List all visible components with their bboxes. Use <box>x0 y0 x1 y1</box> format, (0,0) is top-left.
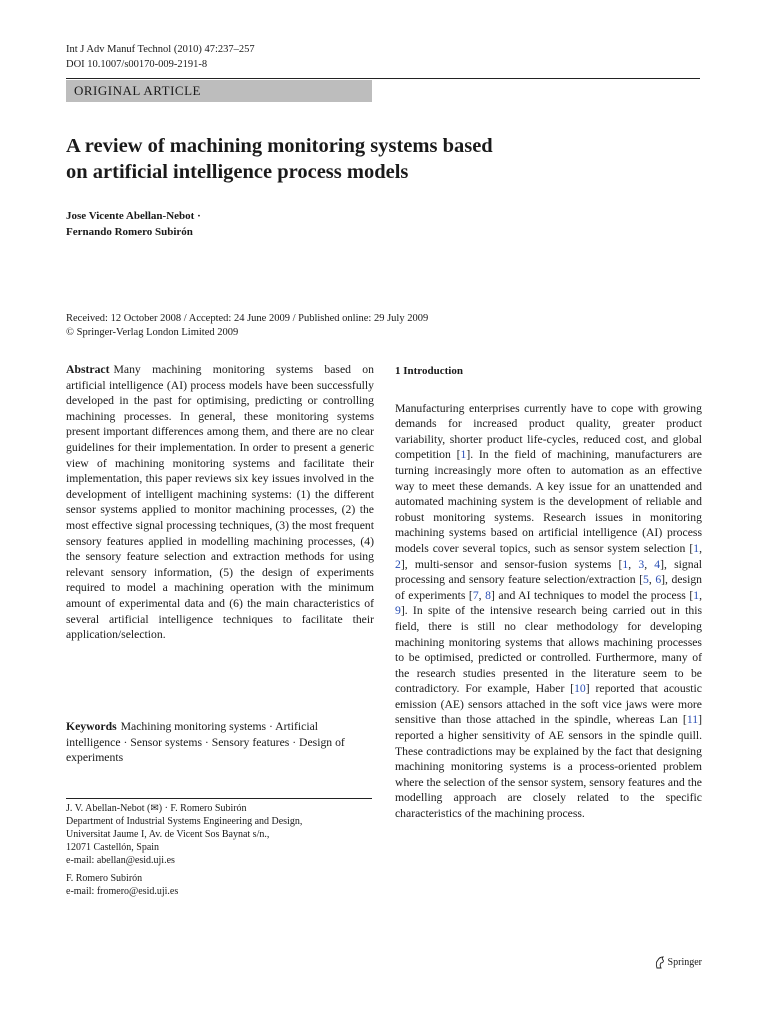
author2-name: F. Romero Subirón <box>66 873 143 884</box>
intro-text-run: ] reported a higher sensitivity of AE sensors in the spindle quill. These contradictions may be explained by the fact that designing machining monitoring systems is a process-oriented problem where the selection of the sensor system, sensory features and the modelling approach are closely related to the specific characteristics of the machining process. <box>395 713 702 821</box>
citation-link[interactable]: 9 <box>395 604 401 618</box>
footnote-coauthor-name: ) · F. Romero Subirón <box>158 803 247 814</box>
intro-text-run: ] reported that acoustic emission (AE) sensors attached in the soft vice jaws were more sensitive than those attached in the spindle, whereas Lan [ <box>395 682 702 727</box>
publisher-name: Springer <box>667 957 702 968</box>
paper-title <box>66 133 666 185</box>
second-author-footnote <box>66 872 178 898</box>
citation-link[interactable]: 6 <box>655 573 662 587</box>
affiliation-city: 12071 Castellón, Spain <box>66 842 160 853</box>
citation-link[interactable]: 1 <box>460 448 467 462</box>
citation-link[interactable]: 4 <box>654 557 661 571</box>
abstract <box>66 362 374 643</box>
author-1: Jose Vicente Abellan-Nebot · <box>66 210 201 222</box>
keywords-text: Machining monitoring systems · Artificial intelligence · Sensor systems · Sensory features · Design of experiments <box>66 720 345 765</box>
intro-text-run: , <box>699 588 703 602</box>
intro-text-run: ]. In spite of the intensive research being carried out in this field, there is still no clear methodology for developing machining monitoring systems that allows machining processes to be optimised, predicted or controlled. Furthermore, many of the research studies presented in the literature seem to be contradictory. For example, Haber [ <box>395 604 702 696</box>
abstract-label: Abstract <box>66 363 110 376</box>
title-line-2: on artificial intelligence process models <box>66 161 409 183</box>
citation-link[interactable]: 7 <box>472 588 479 602</box>
footnote-author-name: J. V. Abellan-Nebot ( <box>66 803 151 814</box>
journal-header <box>66 42 255 72</box>
intro-text-run: , <box>478 588 486 602</box>
citation-link[interactable]: 1 <box>622 557 629 571</box>
citation-link[interactable]: 2 <box>395 557 401 571</box>
intro-text-run: , <box>648 573 656 587</box>
affiliation-address: Universitat Jaume I, Av. de Vicent Sos Baynat s/n., <box>66 829 270 840</box>
corresponding-author-footnote <box>66 802 302 867</box>
header-rule <box>66 78 700 79</box>
citation-link[interactable]: 1 <box>693 588 700 602</box>
author-2: Fernando Romero Subirón <box>66 226 193 238</box>
received-accepted-dates: Received: 12 October 2008 / Accepted: 24 June 2009 / Published online: 29 July 2009 <box>66 313 429 324</box>
springer-horse-icon <box>654 956 665 969</box>
section-heading: 1 Introduction <box>395 365 463 377</box>
author2-email[interactable]: e-mail: fromero@esid.uji.es <box>66 886 179 897</box>
doi: DOI 10.1007/s00170-009-2191-8 <box>66 59 208 70</box>
keywords <box>66 719 374 766</box>
copyright: © Springer-Verlag London Limited 2009 <box>66 326 239 338</box>
article-type-banner: ORIGINAL ARTICLE <box>66 80 372 102</box>
intro-text-run: ], design of experiments [ <box>395 573 703 602</box>
introduction-section <box>395 362 702 822</box>
intro-text-run: ], signal processing and sensory feature selection/extraction [ <box>395 557 703 587</box>
author1-email[interactable]: e-mail: abellan@esid.uji.es <box>66 855 175 866</box>
citation-link[interactable]: 3 <box>638 557 645 571</box>
keywords-label: Keywords <box>66 720 117 733</box>
intro-text-run: ], multi-sensor and sensor-fusion systems [ <box>400 557 623 571</box>
introduction-text <box>395 401 702 822</box>
intro-text-run: Manufacturing enterprises currently have to cope with growing demands for increased product quality, greater product variability, shorter product life-cycles, reduced cost, and global competition [ <box>395 401 702 462</box>
publisher-logo <box>654 956 702 969</box>
citation-link[interactable]: 1 <box>693 541 700 555</box>
citation-link[interactable]: 5 <box>643 573 649 587</box>
publication-history <box>66 312 428 339</box>
affiliation-department: Department of Industrial Systems Engineering and Design, <box>66 816 303 827</box>
journal-citation: Int J Adv Manuf Technol (2010) 47:237–257 <box>66 44 255 55</box>
envelope-icon: ✉ <box>150 803 159 814</box>
citation-link[interactable]: 8 <box>485 588 491 602</box>
footnote-rule <box>66 798 372 799</box>
author-list <box>66 208 201 240</box>
intro-text-run: ]. In the field of machining, manufacturers are turning increasingly more often to automation as an effective way to meet these demands. A key issue for an unattended and automated machining system is the development of reliable and robust monitoring systems. Research issues in monitoring machining systems based on artificial intelligence (AI) process models cover several topics, such as sensor system selection [ <box>395 448 702 555</box>
citation-link[interactable]: 10 <box>574 682 586 696</box>
abstract-text: Many machining monitoring systems based on artificial intelligence (AI) process models have been successfully developed in the past for optimising, predicting or controlling machining processes. In general, these monitoring systems present important differences among them, and there are no clear guidelines for their implementation. In order to present a generic view of machining monitoring systems and facilitate their implementation, this paper reviews six key issues involved in the development of intelligent machining systems: (1) the different sensor systems applied to monitor machining processes, (2) the most effective signal processing techniques, (3) the most frequent sensory features applied in modelling machining processes, (4) the sensory feature selection and extraction methods for using relevant sensory information, (5) the design of experiments required to model a machining operation with the minimum amount of experimental data and (6) the main characteristics of several artificial intelligence techniques to facilitate their application/selection. <box>66 363 374 642</box>
intro-text-run: , <box>699 541 702 555</box>
intro-text-run: , <box>628 557 639 571</box>
citation-link[interactable]: 11 <box>686 713 699 727</box>
intro-text-run: , <box>644 557 655 571</box>
intro-text-run: ] and AI techniques to model the process [ <box>490 588 694 602</box>
title-line-1: A review of machining monitoring systems based <box>66 135 493 157</box>
